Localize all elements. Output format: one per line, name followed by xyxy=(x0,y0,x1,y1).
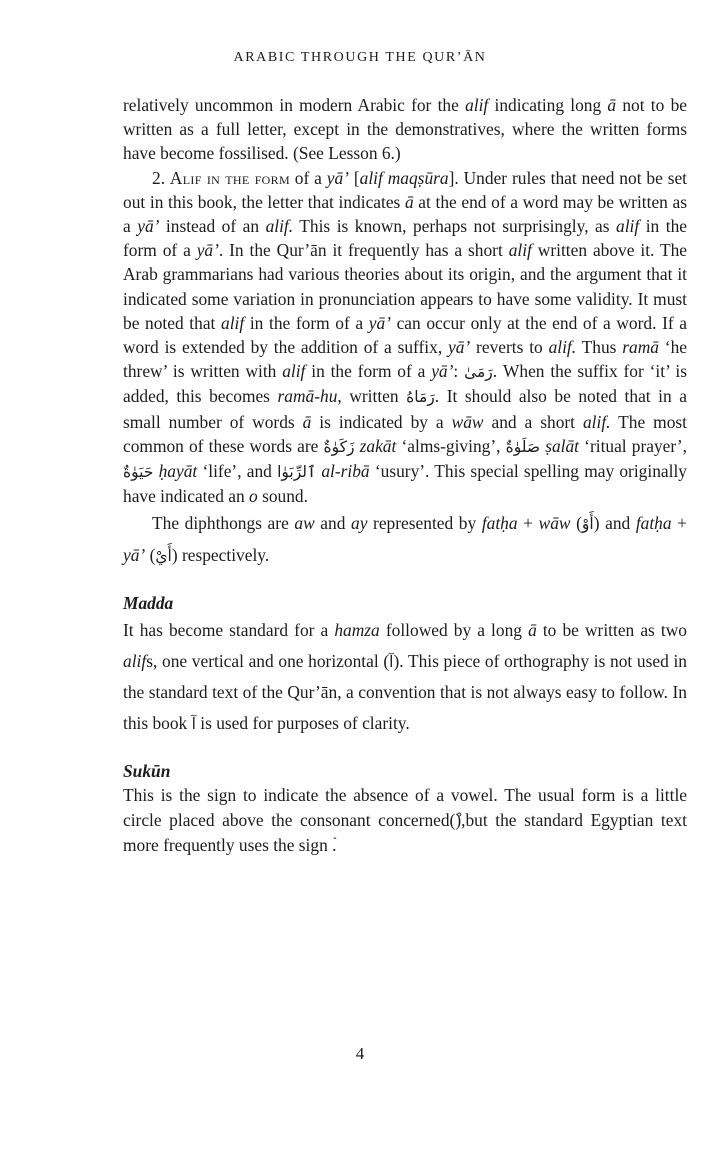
arabic-word: أَيْ xyxy=(155,546,172,565)
text-run: + xyxy=(517,513,539,534)
text-run: ). This piece of orthography is not used in the standard text of the Qur’ān, a convention that is not always easy to follow. In this book xyxy=(123,650,687,733)
text-run: ‘he threw’ is written with xyxy=(123,337,687,382)
italic-term: yā’ xyxy=(431,361,454,382)
text-run: s, one vertical and one horizontal ( xyxy=(146,650,390,671)
italic-term: ramā xyxy=(622,337,659,358)
text-run: Thus xyxy=(576,337,623,358)
text-run: reverts to xyxy=(470,337,549,358)
italic-term: yā’ xyxy=(123,544,146,565)
italic-term: fatḥa xyxy=(481,513,518,534)
text-run: . It should also be noted that in a small number of words xyxy=(123,386,687,432)
italic-term: alif xyxy=(508,240,532,261)
text-run: This is known, perhaps not surprisingly, as xyxy=(293,216,617,237)
text-run: ) and xyxy=(593,513,636,534)
text-run: ),but the standard Egyptian text more frequently uses the sign xyxy=(123,809,687,855)
body-text xyxy=(123,93,687,858)
text-run: + xyxy=(671,513,687,534)
italic-term: aw xyxy=(294,513,315,534)
arabic-word: رَمَىٰ xyxy=(464,363,493,382)
paragraph-sukun xyxy=(123,783,687,858)
italic-term: wāw xyxy=(538,513,571,534)
italic-term: ramā-hu xyxy=(277,386,338,407)
text-run: not to be written as a full letter, except in the demonstratives, where the written forms have become fossilised. (See Lesson 6.) xyxy=(123,95,687,164)
text-run: ‘life’, and xyxy=(197,461,278,482)
running-head: ARABIC THROUGH THE QUR’ĀN xyxy=(233,50,487,65)
italic-term: yā’ xyxy=(137,216,160,237)
arabic-word: حَيَوٰةٌ xyxy=(123,463,154,482)
text-run: ‘alms-giving’, xyxy=(396,435,506,456)
italic-term: ay xyxy=(351,513,368,534)
italic-term: alif. xyxy=(265,216,294,237)
italic-term: alif. xyxy=(582,411,611,432)
text-run: instead of an xyxy=(159,216,266,237)
arabic-glyph: آ xyxy=(191,714,196,733)
text-run: 2. xyxy=(152,167,170,188)
text-run: : xyxy=(453,361,465,382)
text-run: ( xyxy=(570,513,582,534)
italic-term: wāw xyxy=(451,411,484,432)
text-run: is used for purposes of clarity. xyxy=(195,712,410,733)
arabic-word: أَوْ xyxy=(581,515,594,534)
arabic-word: صَلَوٰةٌ xyxy=(505,437,541,456)
text-run: This is the sign to indicate the absence of a vowel. The usual form is a little circle placed above the consonant concerned( xyxy=(123,785,687,830)
text-run: can occur only at the end of a word. If a word is extended by the addition of a suffix, xyxy=(123,312,688,358)
text-run: followed by a long xyxy=(379,620,529,641)
paragraph-diphthongs xyxy=(123,508,687,571)
section-heading-madda: Madda xyxy=(123,593,174,614)
text-run: in the form of a xyxy=(123,216,687,261)
text-run: The most common of these words are xyxy=(123,411,687,456)
italic-term: ā xyxy=(607,95,617,115)
text-run: ]. Under rules that need not be set out in this book, the letter that indicates xyxy=(123,167,688,212)
italic-term: fatḥa xyxy=(635,513,672,534)
italic-term: ā xyxy=(404,191,414,212)
section-heading-sukun: Sukūn xyxy=(123,761,171,782)
italic-term: alif xyxy=(465,95,489,115)
italic-term: yā’ xyxy=(368,312,391,333)
text-run: to be written as two xyxy=(536,620,687,641)
text-run: indicating long xyxy=(488,95,608,115)
arabic-glyph: آ xyxy=(389,652,394,671)
italic-term: ḥayāt xyxy=(158,461,198,482)
italic-term: zakāt xyxy=(359,435,397,456)
italic-term: alif xyxy=(123,650,147,671)
italic-term: yā’ xyxy=(326,167,349,188)
text-run: ( xyxy=(145,544,156,565)
italic-term: alif xyxy=(282,361,306,382)
text-run: of a xyxy=(289,167,327,188)
text-run: relatively uncommon in modern Arabic for the xyxy=(123,95,466,115)
italic-term: alif xyxy=(616,216,640,237)
text-run: and xyxy=(314,513,352,534)
text-run: It has become standard for a xyxy=(123,620,335,641)
italic-term: hamza xyxy=(334,620,380,641)
text-run: in the form of a xyxy=(244,312,369,333)
italic-term: ā xyxy=(528,620,537,641)
paragraph-continued xyxy=(123,93,687,166)
text-run: at the end of a word may be written as a xyxy=(123,191,687,237)
text-run: ‘usury’. This special spelling may originally have indicated an xyxy=(123,461,687,507)
small-caps-heading: Alif in the form xyxy=(169,167,290,188)
text-run: is indicated by a xyxy=(311,411,452,432)
arabic-word: ٱلرِّبَوٰا xyxy=(277,463,317,482)
italic-term: o xyxy=(249,486,258,507)
arabic-word: زَكَوٰةٌ xyxy=(323,437,355,456)
text-run: ‘ritual prayer’, xyxy=(579,435,687,456)
italic-term: ā xyxy=(302,411,312,432)
italic-term: ṣalāt xyxy=(545,435,580,456)
text-run: . xyxy=(332,834,337,855)
italic-term: alif xyxy=(221,312,245,333)
text-run: ) respectively. xyxy=(171,544,270,565)
page-number: 4 xyxy=(355,1044,365,1063)
italic-term: alif. xyxy=(548,337,577,358)
text-run: and a short xyxy=(483,411,583,432)
paragraph-alif-maqsura xyxy=(123,166,687,509)
text-run: , written xyxy=(337,386,407,407)
text-run: . When the suffix for ‘it’ is added, this becomes xyxy=(123,361,687,407)
arabic-word: رَمَاهُ xyxy=(406,388,435,407)
italic-term: yā’ xyxy=(448,337,471,358)
text-run: . In the Qur’ān it frequently has a short xyxy=(218,240,509,261)
italic-term: alif maqṣūra xyxy=(359,167,449,188)
paragraph-madda xyxy=(123,615,687,739)
italic-term: yā’ xyxy=(196,240,219,261)
text-run: [ xyxy=(348,167,360,188)
text-run: represented by xyxy=(367,513,482,534)
text-run: The diphthongs are xyxy=(152,513,295,534)
text-run: written above it. The Arab grammarians had various theories about its origin, and the argument that it indicated some variation in pronunciation appears to have some validity. It must be noted that xyxy=(123,240,687,333)
text-run: sound. xyxy=(257,486,308,507)
italic-term: al-ribā xyxy=(321,461,370,482)
text-run: in the form of a xyxy=(305,361,432,382)
